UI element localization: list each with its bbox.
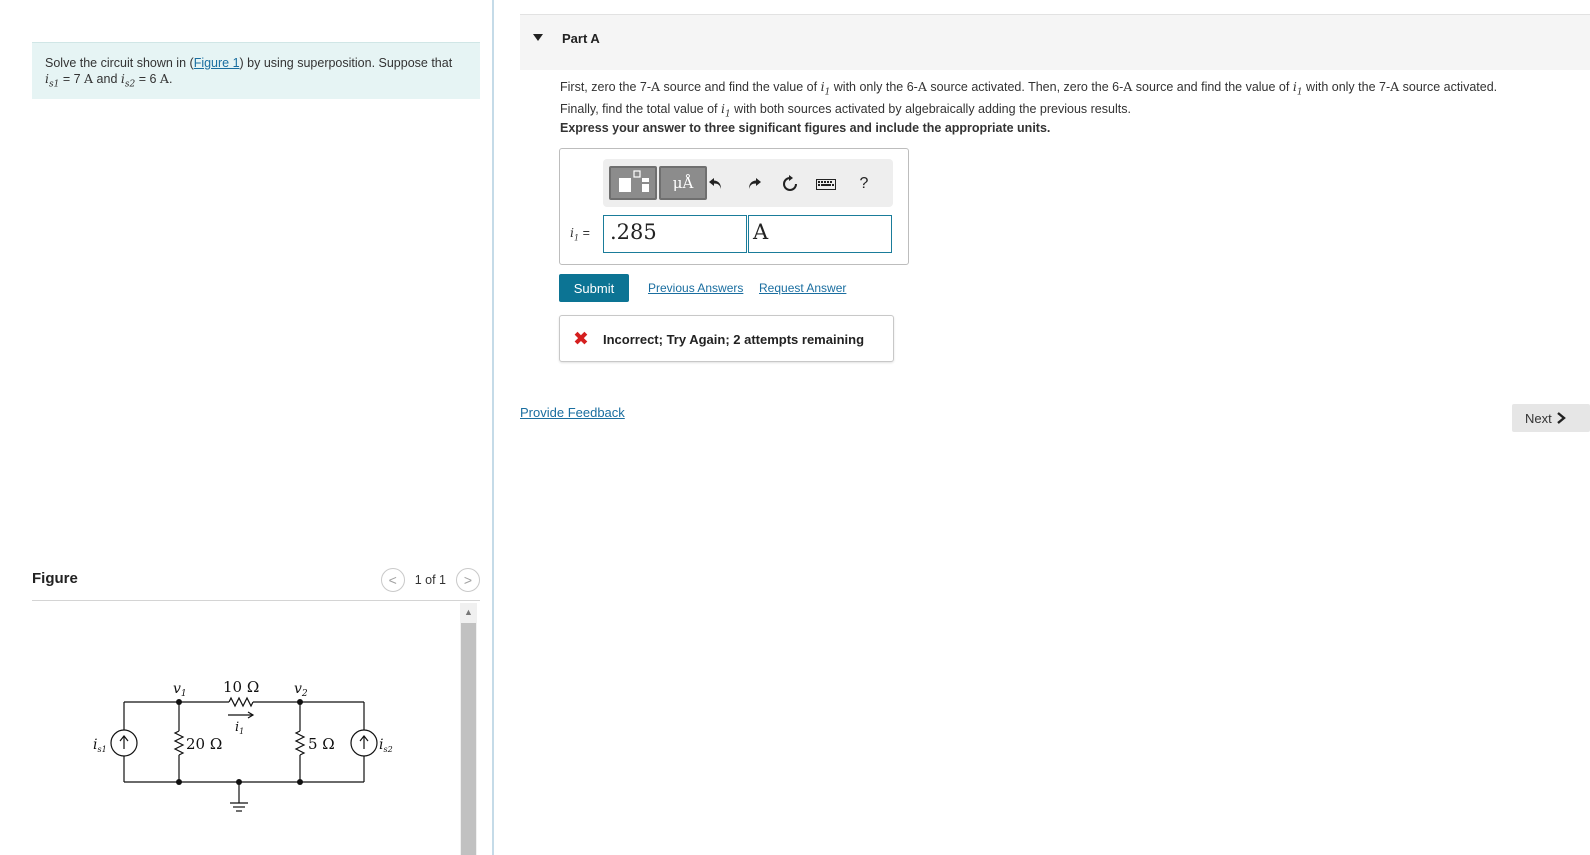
figure-link[interactable]: Figure 1 [193,56,240,70]
keyboard-icon[interactable] [815,173,837,195]
instr-text: Finally, find the total value of [560,101,721,116]
answer-value-input[interactable]: .285 [603,215,747,253]
left-pane [0,0,492,855]
reset-icon[interactable] [779,173,801,195]
pane-divider[interactable] [492,0,494,855]
is2-label: $i_{s2}$ [379,737,393,754]
next-label: Next [1525,410,1552,426]
help-icon[interactable]: ? [859,175,869,192]
math-toolbar [603,159,893,207]
templates-button[interactable] [609,166,657,200]
is2-subscript: s2 [124,79,136,90]
part-title: Part A [562,31,600,46]
is1-symbol: i [45,71,49,86]
figure-image [32,603,460,855]
instr-unit: A [917,79,927,94]
feedback-text: Incorrect; Try Again; 2 attempts remaining [603,332,865,347]
is1-unit: A [84,71,94,86]
instr-text: with only the 6- [830,80,918,94]
instr-text: source activated. Then, zero the 6- [926,80,1124,94]
figure-pager [381,568,480,592]
instr-i1: i [820,79,825,94]
pager-count: 1 of 1 [414,573,446,587]
incorrect-x-icon: ✖ [573,329,589,350]
scroll-up-arrow-icon[interactable]: ▲ [464,606,473,617]
is2-unit: A [159,71,169,86]
figure-header [32,568,480,601]
instr-text: source and find the value of [660,80,821,94]
eq-subscript: 1 [574,233,580,243]
instr-unit: A [651,79,661,94]
units-button[interactable]: μÅ [659,166,707,200]
is2-equals: = 6 [135,72,160,86]
equation-label [570,225,590,243]
is1-equals: = 7 [59,72,85,86]
instr-unit: A [1123,79,1133,94]
problem-period: . [168,72,173,86]
problem-statement [32,42,480,99]
instr-text: source activated. [1399,80,1498,94]
previous-answers-link[interactable]: Previous Answers [648,281,744,295]
submit-button[interactable]: Submit [559,274,629,302]
instr-i1: i [720,100,725,116]
instr-sub: 1 [1296,87,1303,98]
instr-text: source and find the value of [1132,80,1293,94]
and-text: and [93,72,121,86]
request-answer-link[interactable]: Request Answer [759,281,847,295]
undo-icon[interactable] [705,173,727,195]
next-button[interactable] [1512,404,1590,432]
instr-i1: i [1292,79,1297,94]
is2-symbol: i [120,71,125,86]
i1-label: $i_1$ [235,720,245,736]
problem-text-2: ) by using superposition. Suppose that [239,56,453,70]
eq-sign: = [579,226,590,240]
is1-subscript: s1 [49,79,60,90]
instr-sub: 1 [724,109,731,119]
instr-sub: 1 [824,87,831,98]
figure-scrollbar[interactable] [460,603,477,855]
next-figure-button[interactable]: > [456,568,480,592]
chevron-right-icon [1555,412,1567,424]
instructions [560,79,1560,122]
answer-box [559,148,909,265]
eq-symbol: i [570,225,574,240]
v1-label: $v_1$ [173,681,187,699]
answer-unit-input[interactable]: A [748,215,892,253]
v2-label: $v_2$ [294,681,308,699]
instr-text: with only the 7- [1302,80,1391,94]
express-instruction: Express your answer to three significant figures and include the appropriate units. [560,121,1051,135]
instr-text: First, zero the 7- [560,80,651,94]
prev-figure-button[interactable]: < [381,568,405,592]
provide-feedback-link[interactable]: Provide Feedback [520,405,625,420]
collapse-caret-icon[interactable] [533,34,543,41]
instr-text: with both sources activated by algebraically adding the previous results. [730,101,1131,116]
problem-text-1: Solve the circuit shown in ( [45,56,194,70]
r10-label: 10 Ω [223,678,260,696]
part-a-header[interactable] [520,14,1590,70]
figure-title: Figure [32,570,78,587]
scroll-thumb[interactable] [461,623,476,855]
r20-label: 20 Ω [186,735,223,753]
feedback-box [559,315,894,362]
is1-label: $i_{s1}$ [93,737,107,754]
circuit-diagram [32,603,460,855]
instr-unit: A [1390,79,1400,94]
r5-label: 5 Ω [308,735,335,753]
redo-icon[interactable] [743,173,765,195]
